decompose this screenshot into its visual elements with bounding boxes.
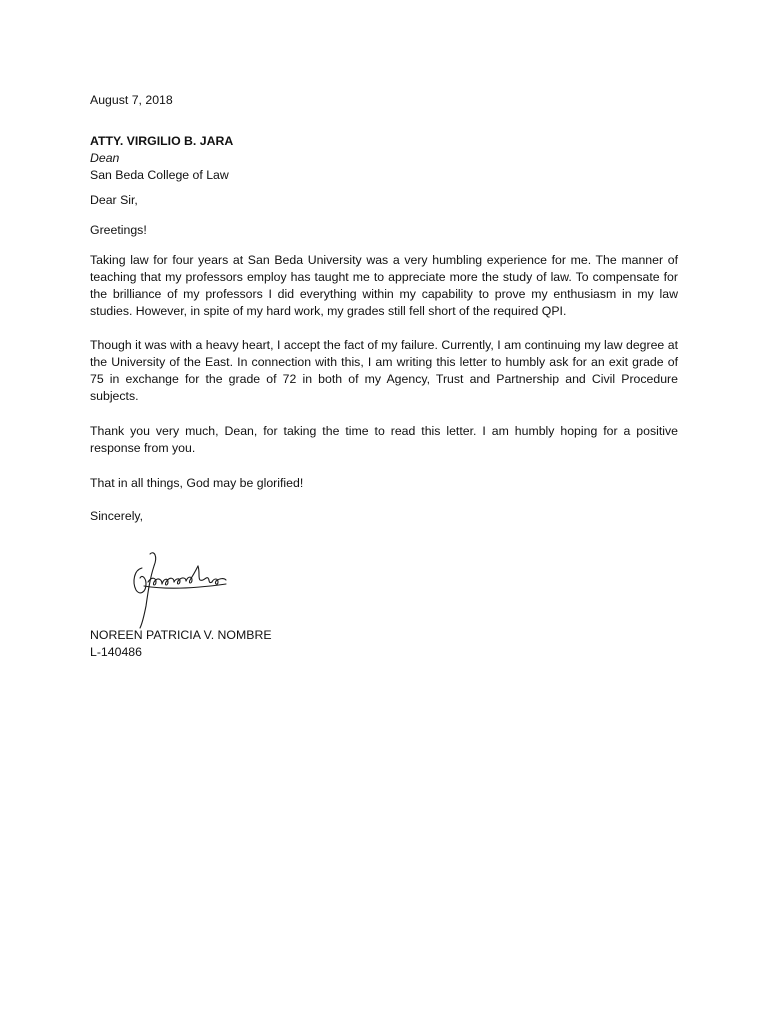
handwritten-signature bbox=[128, 548, 228, 630]
addressee-block bbox=[90, 133, 678, 184]
salutation: Dear Sir, bbox=[90, 193, 138, 207]
signer-id: L-140486 bbox=[90, 645, 142, 659]
signer-name: NOREEN PATRICIA V. NOMBRE bbox=[90, 628, 272, 642]
signer-block bbox=[90, 627, 678, 661]
body-paragraph-4: That in all things, God may be glorified! bbox=[90, 476, 304, 490]
addressee-name: ATTY. VIRGILIO B. JARA bbox=[90, 134, 234, 148]
body-paragraph-1: Taking law for four years at San Beda University was a very humbling experience for me. The manner of teaching that my professors employ has taught me to appreciate more the study of law. To compensate for the brilliance of my professors I did everything within my capability to prove my enthusiasm in my law studies. However, in spite of my hard work, my grades still fell short of the required QPI. bbox=[90, 253, 678, 318]
closing: Sincerely, bbox=[90, 509, 144, 523]
body-paragraph-3: Thank you very much, Dean, for taking the time to read this letter. I am humbly hoping for a positive response from you. bbox=[90, 424, 678, 455]
addressee-title: Dean bbox=[90, 151, 120, 165]
addressee-organization: San Beda College of Law bbox=[90, 168, 229, 182]
letter-date: August 7, 2018 bbox=[90, 93, 173, 107]
body-paragraph-2: Though it was with a heavy heart, I accept the fact of my failure. Currently, I am continuing my law degree at the University of the East. In connection with this, I am writing this letter to humbly ask for an exit grade of 75 in exchange for the grade of 72 in both of my Agency, Trust and Partnership and Civil Procedure subjects. bbox=[90, 338, 678, 403]
greeting: Greetings! bbox=[90, 223, 147, 237]
